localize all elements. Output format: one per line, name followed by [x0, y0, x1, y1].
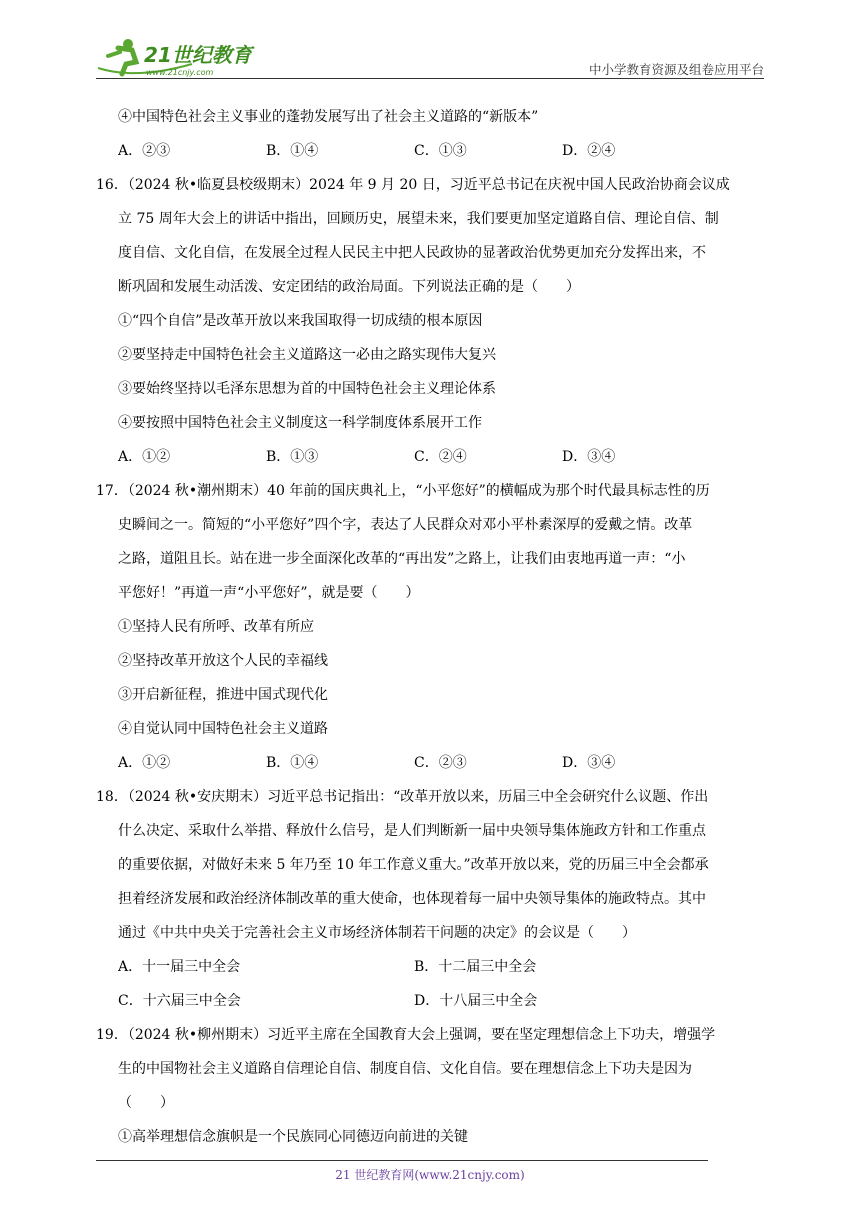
- q18-choices-row-2: [118, 984, 768, 1018]
- q17-stem: 17．（2024 秋•潮州期末）40 年前的国庆典礼上，“小平您好”的横幅成为那个时代最具标志性的历: [96, 483, 710, 499]
- choice-c[interactable]: C．①③: [414, 143, 467, 159]
- q18-stem: 什么决定、采取什么举措、释放什么信号，是人们判断新一届中央领导集体施政方针和工作重点: [118, 823, 706, 839]
- q17-stem: 之路，道阻且长。站在进一步全面深化改革的“再出发”之路上，让我们由衷地再道一声：“小: [118, 551, 686, 567]
- q17-stem: 史瞬间之一。简短的“小平您好”四个字，表达了人民群众对邓小平朴素深厚的爱戴之情。改革: [118, 517, 693, 533]
- q16-option-4: ④要按照中国特色社会主义制度这一科学制度体系展开工作: [118, 415, 482, 431]
- q18-stem: 的重要依据，对做好未来 5 年乃至 10 年工作意义重大。”改革开放以来，党的历届三中全会都承: [118, 857, 709, 873]
- choice-c[interactable]: C．十六届三中全会: [118, 993, 241, 1009]
- choice-b[interactable]: B．①③: [266, 449, 319, 465]
- choice-d[interactable]: D．③④: [562, 755, 616, 771]
- q16-stem: 16．（2024 秋•临夏县校级期末）2024 年 9 月 20 日，习近平总书记在庆祝中国人民政治协商会议成: [96, 177, 730, 193]
- footer-divider: [96, 1160, 708, 1161]
- site-logo: [96, 34, 266, 78]
- choice-d[interactable]: D．十八届三中全会: [414, 993, 538, 1009]
- choice-a[interactable]: A．①②: [118, 755, 171, 771]
- svg-text:21世纪教育: 21世纪教育: [144, 43, 252, 67]
- q19-stem: （ ）: [118, 1095, 174, 1111]
- q18-stem: 担着经济发展和政治经济体制改革的重大使命，也体现着每一届中央领导集体的施政特点。其中: [118, 891, 706, 907]
- choice-b[interactable]: B．十二届三中全会: [414, 959, 537, 975]
- svg-text:www.21cnjy.com: www.21cnjy.com: [146, 68, 214, 77]
- q16-stem: 立 75 周年大会上的讲话中指出，回顾历史，展望未来，我们要更加坚定道路自信、理论自信、制: [118, 211, 719, 227]
- q18-stem: 18．（2024 秋•安庆期末）习近平总书记指出：“改革开放以来，历届三中全会研究什么议题、作出: [96, 789, 709, 805]
- q18-stem: 通过《中共中央关于完善社会主义市场经济体制若干问题的决定》的会议是（ ）: [118, 925, 636, 941]
- q16-option-3: ③要始终坚持以毛泽东思想为首的中国特色社会主义理论体系: [118, 381, 496, 397]
- q19-stem: 生的中国物社会主义道路自信理论自信、制度自信、文化自信。要在理想信念上下功夫是因为: [118, 1061, 692, 1077]
- choice-c[interactable]: C．②④: [414, 449, 467, 465]
- q16-stem: 度自信、文化自信，在发展全过程人民民主中把人民政协的显著政治优势更加充分发挥出来，不: [118, 245, 706, 261]
- q17-option-3: ③开启新征程，推进中国式现代化: [118, 687, 328, 703]
- q17-stem: 平您好！”再道一声“小平您好”，就是要（ ）: [118, 585, 420, 601]
- header-divider: [96, 78, 764, 79]
- q16-option-1: ①“四个自信”是改革开放以来我国取得一切成绩的根本原因: [118, 313, 483, 329]
- q17-choices: [118, 746, 768, 780]
- q17-option-2: ②坚持改革开放这个人民的幸福线: [118, 653, 328, 669]
- q19-stem: 19．（2024 秋•柳州期末）习近平主席在全国教育大会上强调，要在坚定理想信念上下功夫，增强学: [96, 1027, 716, 1043]
- footer-link[interactable]: 21 世纪教育网(www.21cnjy.com): [335, 1168, 525, 1182]
- q19-option-1: ①高举理想信念旗帜是一个民族同心同德迈向前进的关键: [118, 1129, 468, 1145]
- choice-c[interactable]: C．②③: [414, 755, 467, 771]
- q17-option-4: ④自觉认同中国特色社会主义道路: [118, 721, 328, 737]
- q18-choices-row-1: [118, 950, 768, 984]
- q16-option-2: ②要坚持走中国特色社会主义道路这一必由之路实现伟大复兴: [118, 347, 496, 363]
- choice-a[interactable]: A．②③: [118, 143, 171, 159]
- q17-option-1: ①坚持人民有所呼、改革有所应: [118, 619, 314, 635]
- choice-b[interactable]: B．①④: [266, 755, 319, 771]
- platform-name: 中小学教育资源及组卷应用平台: [588, 62, 764, 77]
- q15-option-4: ④中国特色社会主义事业的蓬勃发展写出了社会主义道路的“新版本”: [118, 109, 539, 125]
- choice-d[interactable]: D．③④: [562, 449, 616, 465]
- q16-choices: [118, 440, 768, 474]
- q15-choices: [118, 134, 768, 168]
- question-content: [96, 100, 768, 1154]
- choice-d[interactable]: D．②④: [562, 143, 616, 159]
- choice-a[interactable]: A．①②: [118, 449, 171, 465]
- q16-stem: 断巩固和发展生动活泼、安定团结的政治局面。下列说法正确的是（ ）: [118, 279, 580, 295]
- page-header: [96, 34, 764, 78]
- choice-b[interactable]: B．①④: [266, 143, 319, 159]
- choice-a[interactable]: A．十一届三中全会: [118, 959, 241, 975]
